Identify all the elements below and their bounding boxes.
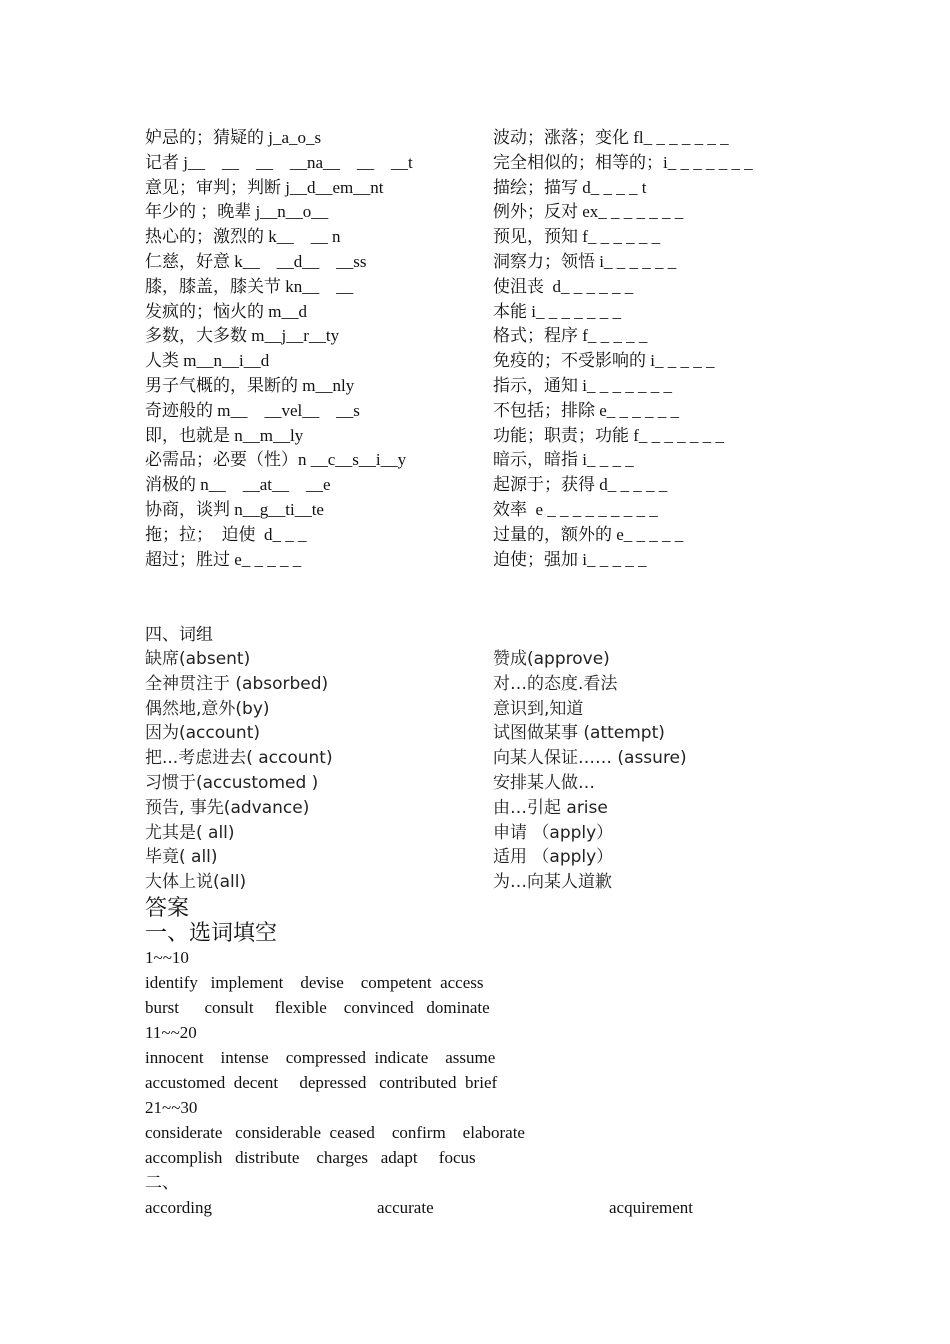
phrase-item-right: 意识到,知道 (493, 698, 584, 719)
answer-word: acquirement (609, 1198, 694, 1217)
phrase-item-right: 申请 （apply） (493, 822, 614, 843)
vocab-item-left: 记者 j__ __ __ __na__ __ __t (145, 152, 413, 172)
phrase-item-right: 试图做某事 (attempt) (493, 723, 665, 744)
vocab-item-left: 膝，膝盖，膝关节 kn__ __ (145, 276, 354, 296)
vocab-item-left: 多数，大多数 m__j__r__ty (145, 326, 340, 346)
range-label: 11~~20 (145, 1023, 197, 1042)
vocab-item-left: 年少的 ；晚辈 j__n__o__ (145, 202, 329, 222)
vocab-item-right: 描绘；描写 d_ _ _ _ t (493, 177, 647, 197)
vocab-item-right: 效率 e _ _ _ _ _ _ _ _ _ (493, 500, 658, 519)
range-label: 21~~30 (145, 1098, 198, 1117)
phrase-item-left: 全神贯注于 (absorbed) (145, 673, 329, 694)
phrase-item-left: 习惯于(accustomed ) (145, 773, 319, 793)
vocab-item-left: 发疯的；恼火的 m__d (145, 301, 307, 321)
phrase-item-right: 赞成(approve) (493, 649, 610, 669)
vocab-item-left: 即，也就是 n__m__ly (145, 425, 304, 445)
answers-part-two-heading: 二、 (145, 1173, 179, 1192)
answers-heading: 答案 (145, 895, 190, 920)
vocab-item-left: 协商，谈判 n__g__ti__te (145, 500, 324, 519)
vocab-item-right: 完全相似的；相等的；i_ _ _ _ _ _ _ (493, 152, 753, 172)
section-four-heading: 四、词组 (145, 625, 213, 644)
vocab-item-right: 预见，预知 f_ _ _ _ _ _ (493, 227, 661, 247)
phrase-item-left: 把...考虑进去( account) (145, 748, 333, 769)
vocab-item-left: 必需品；必要（性）n __c__s__i__y (145, 450, 407, 470)
vocab-item-right: 波动；涨落；变化 fl_ _ _ _ _ _ _ (493, 128, 729, 147)
phrase-item-right: 向某人保证…… (assure) (493, 748, 687, 769)
phrase-item-left: 预告, 事先(advance) (145, 797, 310, 818)
vocab-item-right: 起源于；获得 d_ _ _ _ _ (493, 475, 668, 495)
phrase-item-left: 偶然地,意外(by) (145, 698, 270, 719)
vocab-item-right: 过量的，额外的 e_ _ _ _ _ (493, 524, 684, 544)
phrase-item-right: 安排某人做… (493, 773, 595, 793)
vocab-item-left: 意见；审判；判断 j__d__em__nt (145, 177, 384, 197)
answers-part-one-heading: 一、选词填空 (145, 920, 278, 945)
vocab-item-right: 暗示，暗指 i_ _ _ _ (493, 450, 634, 470)
answer-word: according (145, 1198, 213, 1217)
vocab-item-right: 不包括；排除 e_ _ _ _ _ _ (493, 400, 680, 420)
answer-line: accustomed decent depressed contributed brief (145, 1073, 498, 1092)
vocab-item-left: 拖；拉； 迫使 d_ _ _ (145, 524, 307, 544)
phrase-item-left: 毕竟( all) (145, 847, 218, 868)
vocab-item-left: 妒忌的；猜疑的 j_a_o_s (145, 128, 322, 147)
vocab-item-right: 功能；职责；功能 f_ _ _ _ _ _ _ (493, 425, 724, 445)
answers-part-two-words (145, 1195, 845, 1220)
vocab-item-right: 免疫的；不受影响的 i_ _ _ _ _ (493, 351, 715, 371)
answers-part-one (145, 945, 845, 1195)
phrase-item-left: 尤其是( all) (145, 822, 235, 843)
vocab-item-left: 奇迹般的 m__ __vel__ __s (145, 400, 360, 420)
phrase-item-right: 适用 （apply） (493, 847, 614, 868)
phrase-item-right: 由…引起 arise (493, 797, 608, 818)
vocab-item-left: 人类 m__n__i__d (145, 351, 270, 371)
vocab-item-left: 男子气概的，果断的 m__nly (145, 376, 355, 395)
vocab-item-right: 使沮丧 d_ _ _ _ _ _ (493, 276, 634, 296)
answer-line: burst consult flexible convinced dominate (145, 998, 490, 1017)
vocab-item-left: 消极的 n__ __at__ __e (145, 475, 331, 495)
vocab-item-right: 本能 i_ _ _ _ _ _ _ (493, 301, 621, 321)
phrase-item-left: 大体上说(all) (145, 872, 247, 893)
vocab-item-left: 热心的；激烈的 k__ __ n (145, 227, 341, 247)
phrase-item-left: 因为(account) (145, 723, 260, 744)
phrase-item-right: 对…的态度.看法 (493, 673, 618, 694)
answer-line: accomplish distribute charges adapt focus (145, 1148, 476, 1167)
phrase-item-right: 为…向某人道歉 (493, 872, 612, 893)
vocab-item-right: 指示，通知 i_ _ _ _ _ _ _ (493, 376, 672, 395)
range-label: 1~~10 (145, 948, 189, 967)
vocab-item-right: 格式；程序 f_ _ _ _ _ (493, 326, 648, 346)
answer-word: accurate (377, 1198, 434, 1217)
answer-line: considerate considerable ceased confirm elaborate (145, 1123, 525, 1142)
answer-line: innocent intense compressed indicate assume (145, 1048, 496, 1067)
vocab-item-right: 迫使；强加 i_ _ _ _ _ (493, 549, 647, 569)
vocab-item-right: 洞察力；领悟 i_ _ _ _ _ _ (493, 252, 677, 271)
answer-line: identify implement devise competent access (145, 973, 484, 992)
phrase-item-left: 缺席(absent) (145, 649, 251, 669)
vocab-item-left: 仁慈，好意 k__ __d__ __ss (145, 252, 367, 271)
vocab-item-left: 超过；胜过 e_ _ _ _ _ (145, 549, 302, 569)
vocab-item-right: 例外；反对 ex_ _ _ _ _ _ _ (493, 202, 684, 222)
